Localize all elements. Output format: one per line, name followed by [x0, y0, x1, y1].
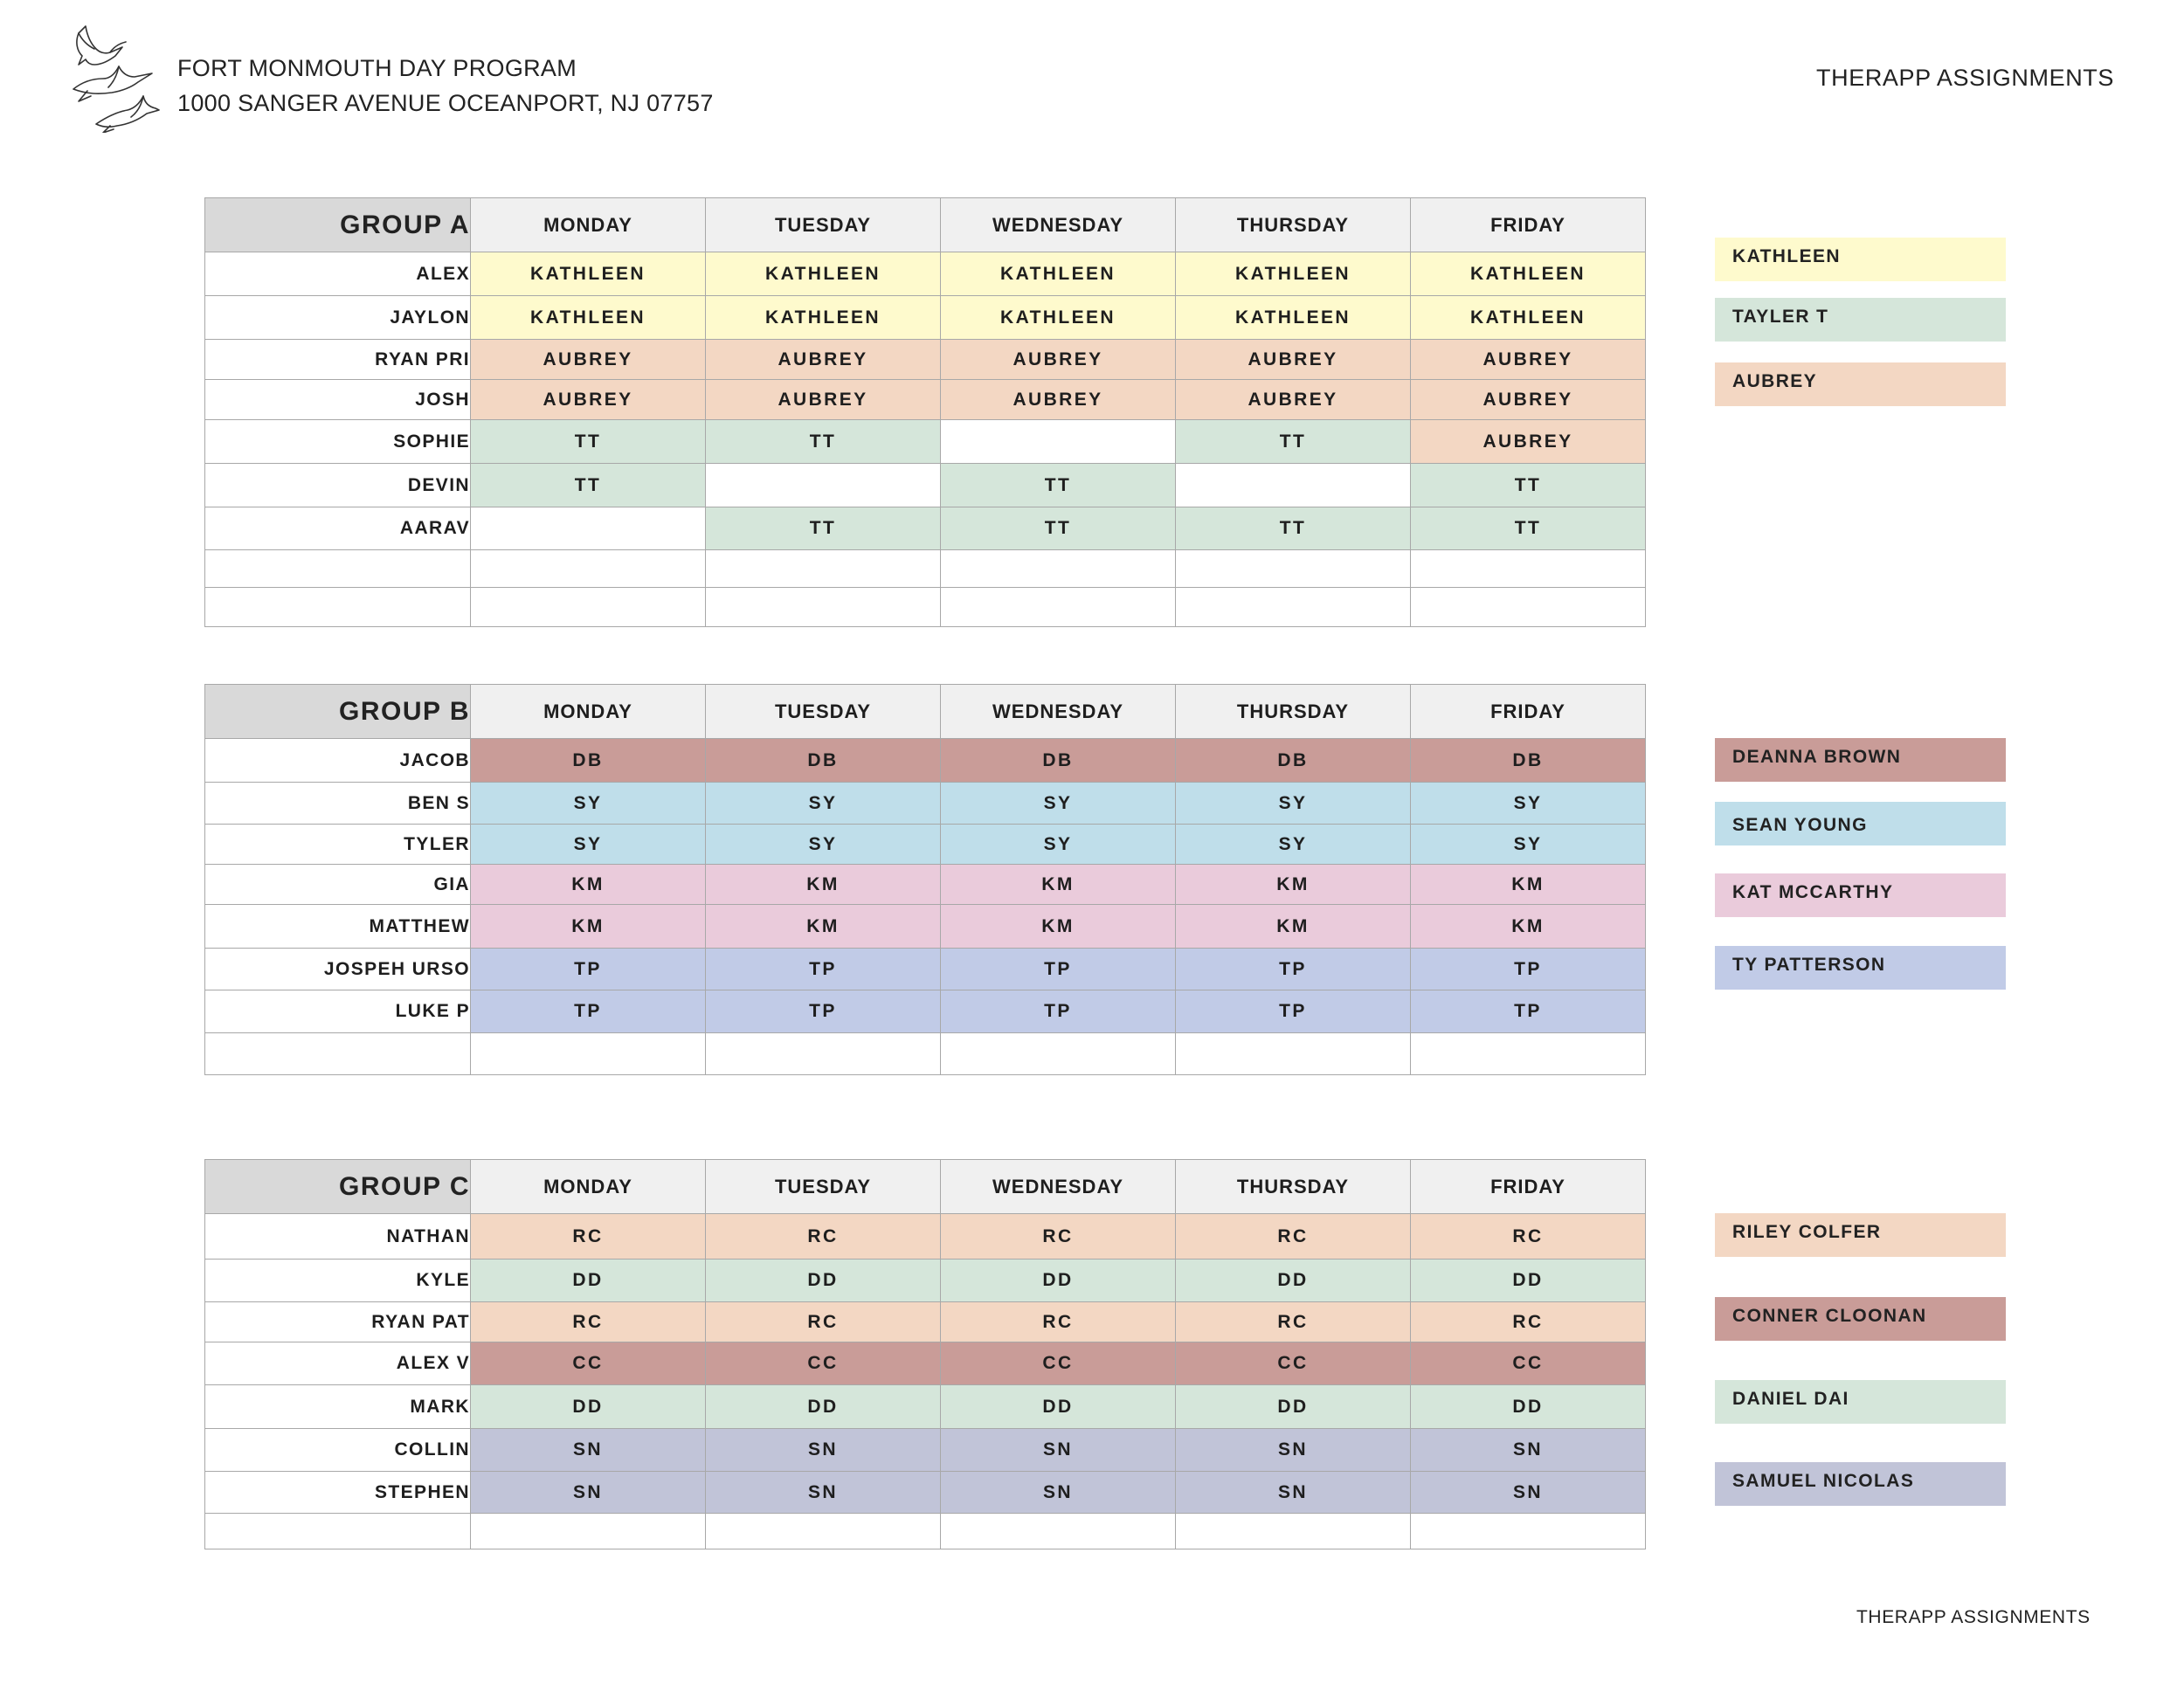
assignment-cell-thursday: SY	[1176, 825, 1411, 865]
assignment-cell-friday: SN	[1411, 1429, 1646, 1472]
group-title: GROUP C	[205, 1160, 471, 1214]
assignment-cell-friday: SY	[1411, 783, 1646, 825]
day-friday: FRIDAY	[1411, 685, 1646, 739]
table-row	[205, 783, 1646, 825]
assignment-cell-thursday: KATHLEEN	[1176, 296, 1411, 340]
assignment-cell-monday: TP	[471, 990, 706, 1033]
assignment-cell-wednesday: KATHLEEN	[941, 252, 1176, 296]
day-tuesday: TUESDAY	[706, 1160, 941, 1214]
assignment-cell-friday: RC	[1411, 1302, 1646, 1342]
assignment-cell-friday: SY	[1411, 825, 1646, 865]
legend-ty-patterson: TY PATTERSON	[1715, 946, 2006, 990]
client-name: AARAV	[205, 507, 471, 550]
assignment-cell-tuesday: RC	[706, 1302, 941, 1342]
assignment-cell-tuesday: TT	[706, 420, 941, 464]
assignment-cell-wednesday: RC	[941, 1214, 1176, 1260]
day-wednesday: WEDNESDAY	[941, 1160, 1176, 1214]
assignment-cell-monday: KM	[471, 905, 706, 949]
table-row	[205, 905, 1646, 949]
assignment-cell-thursday: TT	[1176, 507, 1411, 550]
assignment-cell-tuesday: SY	[706, 783, 941, 825]
assignment-cell-wednesday	[941, 1033, 1176, 1075]
assignment-cell-wednesday: AUBREY	[941, 340, 1176, 380]
assignment-cell-thursday	[1176, 1514, 1411, 1549]
document-title: THERAPP ASSIGNMENTS	[1816, 65, 2114, 91]
assignment-cell-wednesday	[941, 1514, 1176, 1549]
assignment-cell-monday	[471, 1514, 706, 1549]
assignment-cell-friday	[1411, 588, 1646, 627]
table-row	[205, 1214, 1646, 1260]
table-row	[205, 464, 1646, 507]
assignment-cell-tuesday	[706, 1033, 941, 1075]
assignment-cell-friday	[1411, 550, 1646, 588]
assignment-cell-wednesday: TT	[941, 464, 1176, 507]
assignment-cell-wednesday: KM	[941, 865, 1176, 905]
assignment-cell-wednesday: TP	[941, 990, 1176, 1033]
client-name	[205, 1514, 471, 1549]
assignment-cell-tuesday: KATHLEEN	[706, 296, 941, 340]
table-row	[205, 1472, 1646, 1514]
assignment-cell-tuesday: KM	[706, 865, 941, 905]
assignment-cell-wednesday: KATHLEEN	[941, 296, 1176, 340]
assignment-cell-thursday: KM	[1176, 905, 1411, 949]
assignment-cell-monday: KATHLEEN	[471, 296, 706, 340]
client-name: JAYLON	[205, 296, 471, 340]
day-thursday: THURSDAY	[1176, 1160, 1411, 1214]
client-name: GIA	[205, 865, 471, 905]
assignment-cell-tuesday: SN	[706, 1472, 941, 1514]
day-tuesday: TUESDAY	[706, 685, 941, 739]
assignment-cell-tuesday: DD	[706, 1260, 941, 1302]
legend-sean-young: SEAN YOUNG	[1715, 802, 2006, 845]
assignment-cell-monday: KATHLEEN	[471, 252, 706, 296]
day-thursday: THURSDAY	[1176, 685, 1411, 739]
assignment-cell-monday: SN	[471, 1429, 706, 1472]
assignment-cell-friday: TT	[1411, 464, 1646, 507]
assignment-cell-tuesday: AUBREY	[706, 380, 941, 420]
client-name	[205, 1033, 471, 1075]
assignment-cell-wednesday: SN	[941, 1472, 1176, 1514]
legend-conner-cloonan: CONNER CLOONAN	[1715, 1297, 2006, 1341]
assignment-cell-wednesday: SY	[941, 825, 1176, 865]
assignment-cell-thursday	[1176, 588, 1411, 627]
group-title: GROUP A	[205, 198, 471, 252]
assignment-cell-wednesday: TT	[941, 507, 1176, 550]
assignment-cell-thursday: DD	[1176, 1385, 1411, 1429]
assignment-cell-friday: AUBREY	[1411, 380, 1646, 420]
assignment-cell-monday: KM	[471, 865, 706, 905]
assignment-cell-friday: AUBREY	[1411, 340, 1646, 380]
table-row	[205, 825, 1646, 865]
table-row	[205, 865, 1646, 905]
table-row	[205, 1385, 1646, 1429]
assignment-cell-tuesday: SY	[706, 825, 941, 865]
day-friday: FRIDAY	[1411, 198, 1646, 252]
assignment-cell-tuesday: AUBREY	[706, 340, 941, 380]
assignment-cell-thursday: TP	[1176, 990, 1411, 1033]
assignment-cell-friday: KM	[1411, 865, 1646, 905]
table-row	[205, 949, 1646, 990]
legend-samuel-nicolas: SAMUEL NICOLAS	[1715, 1462, 2006, 1506]
assignment-cell-monday: SY	[471, 825, 706, 865]
legend-aubrey: AUBREY	[1715, 362, 2006, 406]
client-name	[205, 588, 471, 627]
assignment-cell-friday: DD	[1411, 1260, 1646, 1302]
assignment-cell-thursday: KM	[1176, 865, 1411, 905]
org-address: 1000 SANGER AVENUE OCEANPORT, NJ 07757	[177, 90, 714, 116]
legend-riley-colfer: RILEY COLFER	[1715, 1213, 2006, 1257]
assignment-cell-wednesday	[941, 588, 1176, 627]
assignment-cell-tuesday	[706, 464, 941, 507]
assignment-cell-wednesday	[941, 420, 1176, 464]
day-friday: FRIDAY	[1411, 1160, 1646, 1214]
assignment-cell-monday: RC	[471, 1214, 706, 1260]
assignment-cell-thursday	[1176, 1033, 1411, 1075]
assignment-cell-thursday: SY	[1176, 783, 1411, 825]
table-row	[205, 1514, 1646, 1549]
assignment-cell-friday: KATHLEEN	[1411, 252, 1646, 296]
client-name: TYLER	[205, 825, 471, 865]
client-name: ALEX	[205, 252, 471, 296]
assignment-cell-friday: TP	[1411, 990, 1646, 1033]
assignment-cell-wednesday: KM	[941, 905, 1176, 949]
assignment-cell-friday: DD	[1411, 1385, 1646, 1429]
client-name: MATTHEW	[205, 905, 471, 949]
client-name: LUKE P	[205, 990, 471, 1033]
table-row	[205, 1302, 1646, 1342]
assignment-cell-tuesday	[706, 588, 941, 627]
assignment-cell-thursday: RC	[1176, 1302, 1411, 1342]
group-title: GROUP B	[205, 685, 471, 739]
client-name: MARK	[205, 1385, 471, 1429]
assignment-cell-monday: TT	[471, 420, 706, 464]
assignment-cell-thursday: TT	[1176, 420, 1411, 464]
assignment-cell-friday: SN	[1411, 1472, 1646, 1514]
legend-deanna-brown: DEANNA BROWN	[1715, 738, 2006, 782]
header-row	[205, 1160, 1646, 1214]
org-address-block	[177, 51, 714, 121]
day-monday: MONDAY	[471, 685, 706, 739]
assignment-cell-monday	[471, 507, 706, 550]
assignment-cell-wednesday: DB	[941, 739, 1176, 783]
assignment-cell-tuesday: DB	[706, 739, 941, 783]
assignment-cell-friday: RC	[1411, 1214, 1646, 1260]
day-monday: MONDAY	[471, 198, 706, 252]
assignment-cell-tuesday: KM	[706, 905, 941, 949]
table-row	[205, 252, 1646, 296]
assignment-cell-friday: KATHLEEN	[1411, 296, 1646, 340]
legend-kat-mccarthy: KAT MCCARTHY	[1715, 873, 2006, 917]
table-row	[205, 296, 1646, 340]
assignment-cell-wednesday: RC	[941, 1302, 1176, 1342]
legend-kathleen: KATHLEEN	[1715, 238, 2006, 281]
client-name: JOSPEH URSO	[205, 949, 471, 990]
table-row	[205, 550, 1646, 588]
assignment-cell-friday	[1411, 1033, 1646, 1075]
table-row	[205, 380, 1646, 420]
org-name: FORT MONMOUTH DAY PROGRAM	[177, 55, 577, 81]
assignment-cell-monday: DD	[471, 1385, 706, 1429]
day-thursday: THURSDAY	[1176, 198, 1411, 252]
table-row	[205, 507, 1646, 550]
assignment-cell-wednesday: DD	[941, 1385, 1176, 1429]
assignment-cell-friday: AUBREY	[1411, 420, 1646, 464]
assignment-cell-thursday: RC	[1176, 1214, 1411, 1260]
assignment-cell-tuesday: DD	[706, 1385, 941, 1429]
assignment-cell-thursday: TP	[1176, 949, 1411, 990]
assignment-cell-tuesday: TT	[706, 507, 941, 550]
assignment-cell-friday: DB	[1411, 739, 1646, 783]
day-tuesday: TUESDAY	[706, 198, 941, 252]
assignment-cell-wednesday: TP	[941, 949, 1176, 990]
assignment-cell-monday: TP	[471, 949, 706, 990]
table-row	[205, 420, 1646, 464]
assignment-cell-monday: SY	[471, 783, 706, 825]
assignment-cell-thursday: KATHLEEN	[1176, 252, 1411, 296]
assignment-cell-wednesday: SN	[941, 1429, 1176, 1472]
day-wednesday: WEDNESDAY	[941, 198, 1176, 252]
assignment-cell-thursday	[1176, 464, 1411, 507]
assignment-cell-monday: CC	[471, 1342, 706, 1385]
table-row	[205, 1429, 1646, 1472]
client-name: COLLIN	[205, 1429, 471, 1472]
client-name	[205, 550, 471, 588]
assignment-cell-tuesday: RC	[706, 1214, 941, 1260]
assignment-cell-monday	[471, 1033, 706, 1075]
client-name: STEPHEN	[205, 1472, 471, 1514]
table-row	[205, 1033, 1646, 1075]
assignment-cell-monday: AUBREY	[471, 340, 706, 380]
assignment-cell-monday	[471, 588, 706, 627]
client-name: RYAN PAT	[205, 1302, 471, 1342]
assignment-cell-wednesday	[941, 550, 1176, 588]
assignment-cell-wednesday: AUBREY	[941, 380, 1176, 420]
assignment-cell-thursday: AUBREY	[1176, 380, 1411, 420]
assignment-cell-wednesday: DD	[941, 1260, 1176, 1302]
day-monday: MONDAY	[471, 1160, 706, 1214]
assignment-cell-monday: DB	[471, 739, 706, 783]
assignment-cell-friday: TP	[1411, 949, 1646, 990]
client-name: KYLE	[205, 1260, 471, 1302]
table-row	[205, 340, 1646, 380]
assignment-cell-tuesday: KATHLEEN	[706, 252, 941, 296]
table-row	[205, 990, 1646, 1033]
day-wednesday: WEDNESDAY	[941, 685, 1176, 739]
assignment-cell-tuesday: CC	[706, 1342, 941, 1385]
table-row	[205, 1342, 1646, 1385]
legend-tayler-t: TAYLER T	[1715, 298, 2006, 342]
table-row	[205, 588, 1646, 627]
assignment-cell-monday	[471, 550, 706, 588]
assignment-cell-friday: CC	[1411, 1342, 1646, 1385]
assignment-cell-friday	[1411, 1514, 1646, 1549]
legend-daniel-dai: DANIEL DAI	[1715, 1380, 2006, 1424]
assignment-cell-friday: TT	[1411, 507, 1646, 550]
assignment-cell-tuesday: TP	[706, 949, 941, 990]
assignment-cell-monday: DD	[471, 1260, 706, 1302]
assignment-cell-thursday: AUBREY	[1176, 340, 1411, 380]
table-row	[205, 739, 1646, 783]
group-c-schedule-table	[204, 1159, 1646, 1549]
assignment-cell-thursday	[1176, 550, 1411, 588]
assignment-cell-monday: TT	[471, 464, 706, 507]
assignment-cell-monday: RC	[471, 1302, 706, 1342]
group-a-schedule-table	[204, 197, 1646, 627]
header-row	[205, 685, 1646, 739]
assignment-cell-thursday: CC	[1176, 1342, 1411, 1385]
assignment-cell-thursday: SN	[1176, 1429, 1411, 1472]
assignment-cell-thursday: DD	[1176, 1260, 1411, 1302]
assignment-cell-monday: SN	[471, 1472, 706, 1514]
assignment-cell-monday: AUBREY	[471, 380, 706, 420]
assignment-cell-tuesday: TP	[706, 990, 941, 1033]
client-name: JACOB	[205, 739, 471, 783]
client-name: DEVIN	[205, 464, 471, 507]
assignment-cell-friday: KM	[1411, 905, 1646, 949]
client-name: ALEX V	[205, 1342, 471, 1385]
client-name: NATHAN	[205, 1214, 471, 1260]
header-row	[205, 198, 1646, 252]
assignment-cell-wednesday: CC	[941, 1342, 1176, 1385]
client-name: RYAN PRI	[205, 340, 471, 380]
assignment-cell-tuesday	[706, 1514, 941, 1549]
group-b-schedule-table	[204, 684, 1646, 1075]
client-name: SOPHIE	[205, 420, 471, 464]
birds-logo-icon	[61, 21, 161, 133]
client-name: BEN S	[205, 783, 471, 825]
table-row	[205, 1260, 1646, 1302]
client-name: JOSH	[205, 380, 471, 420]
footer-title: THERAPP ASSIGNMENTS	[1856, 1607, 2091, 1627]
assignment-cell-tuesday	[706, 550, 941, 588]
assignment-cell-thursday: DB	[1176, 739, 1411, 783]
assignment-cell-thursday: SN	[1176, 1472, 1411, 1514]
assignment-cell-wednesday: SY	[941, 783, 1176, 825]
assignment-cell-tuesday: SN	[706, 1429, 941, 1472]
